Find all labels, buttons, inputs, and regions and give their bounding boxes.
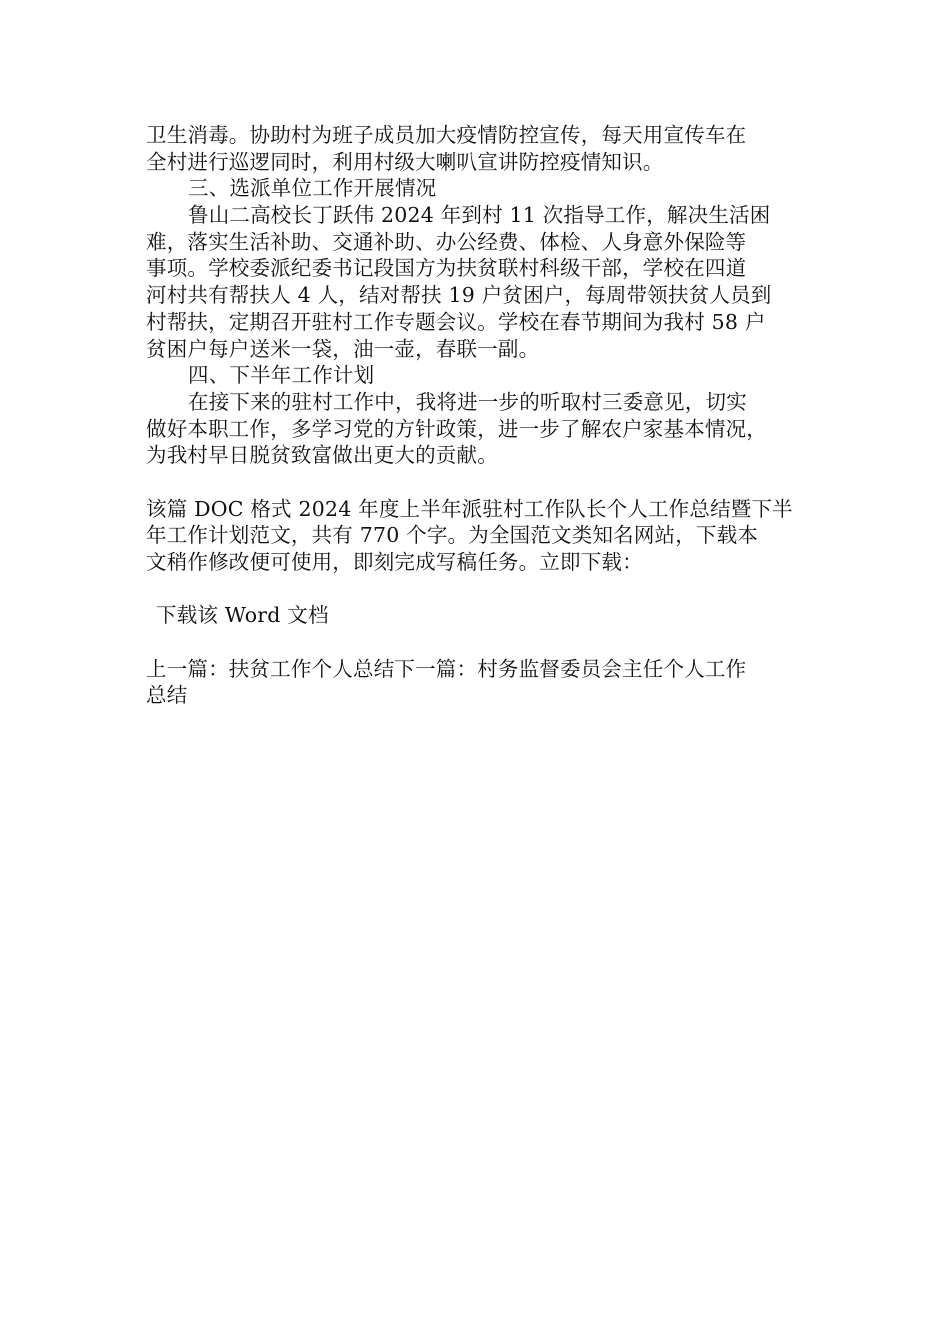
body-text-line: 在接下来的驻村工作中，我将进一步的听取村三委意见，切实 [188,389,747,414]
body-text-line: 河村共有帮扶人 4 人，结对帮扶 19 户贫困户，每周带领扶贫人员到 [146,283,772,308]
section-heading: 三、选派单位工作开展情况 [188,176,437,201]
spacer [146,629,814,656]
body-text-line: 村帮扶，定期召开驻村工作专题会议。学校在春节期间为我村 58 户 [146,309,766,334]
body-text-line: 做好本职工作，多学习党的方针政策，进一步了解农户家基本情况， [146,416,767,441]
section-heading: 四、下半年工作计划 [188,363,375,388]
summary-text-line: 文稍作修改便可使用，即刻完成写稿任务。立即下载： [146,550,643,574]
body-text-line: 为我村早日脱贫致富做出更大的贡献。 [146,443,498,468]
prev-next-article-links[interactable]: 上一篇：扶贫工作个人总结下一篇：村务监督委员会主任个人工作 [146,656,747,681]
document-page [146,122,814,709]
next-article-link-continued[interactable]: 总结 [146,683,188,708]
summary-text-line: 该篇 DOC 格式 2024 年度上半年派驻村工作队长个人工作总结暨下半 [146,496,793,521]
body-text-line: 难，落实生活补助、交通补助、办公经费、体检、人身意外保险等 [146,229,747,254]
download-word-link[interactable]: 下载该 Word 文档 [156,603,329,628]
summary-text-line: 年工作计划范文，共有 770 个字。为全国范文类知名网站，下载本 [146,523,759,548]
body-text-line: 卫生消毒。协助村为班子成员加大疫情防控宣传，每天用宣传车在 [146,123,747,147]
body-text-line: 全村进行巡逻同时，利用村级大喇叭宣讲防控疫情知识。 [146,149,664,174]
spacer [146,576,814,603]
body-text-line: 鲁山二高校长丁跃伟 2024 年到村 11 次指导工作，解决生活困 [188,203,771,228]
body-text-line: 贫困户每户送米一袋，油一壶，春联一副。 [146,336,540,361]
spacer [146,469,814,496]
body-text-line: 事项。学校委派纪委书记段国方为扶贫联村科级干部，学校在四道 [146,256,747,281]
